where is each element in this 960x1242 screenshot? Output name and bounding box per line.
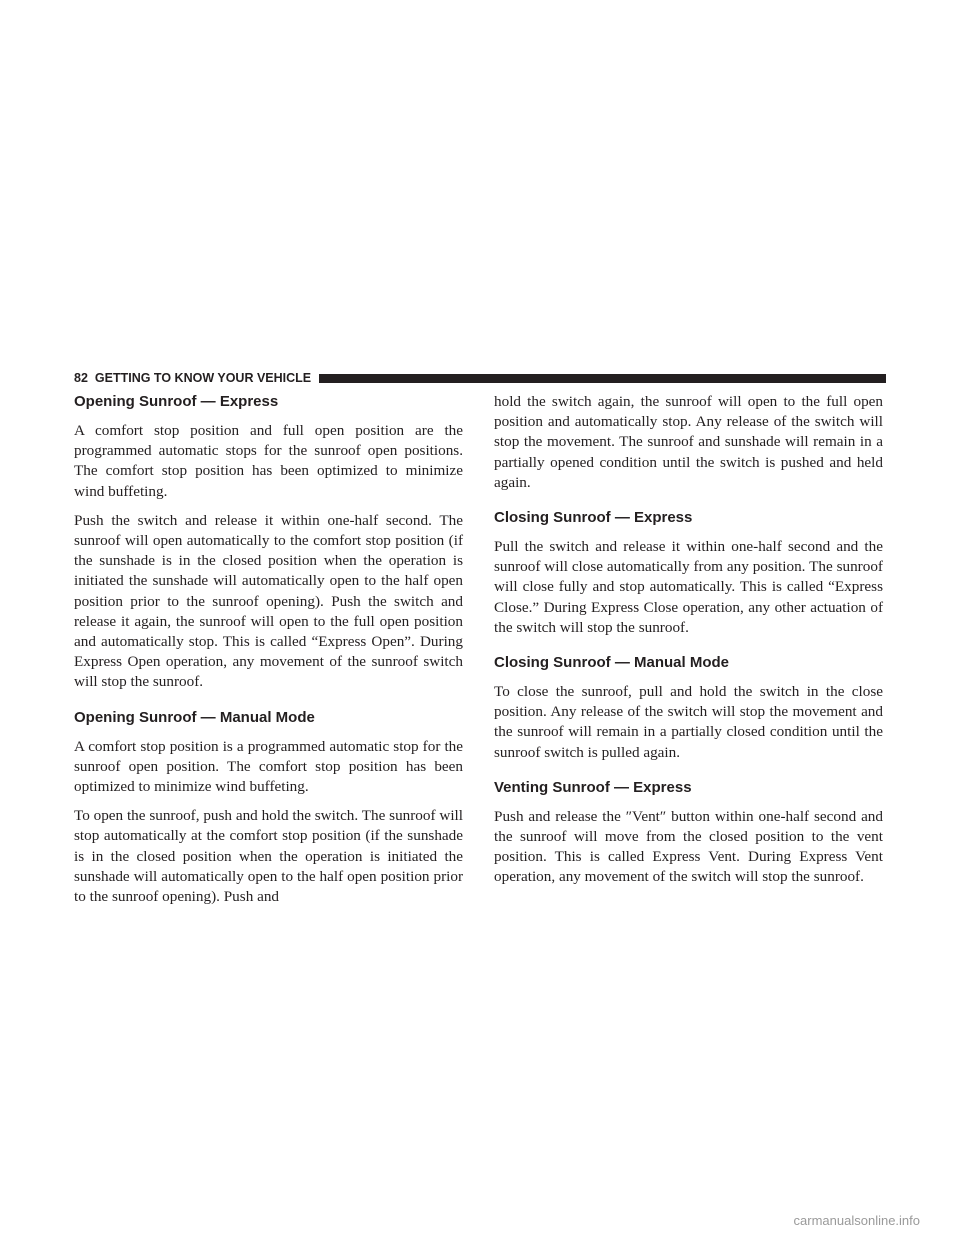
heading-closing-manual: Closing Sunroof — Manual Mode <box>494 654 729 672</box>
paragraph: Pull the switch and release it within one-half second and the sunroof will close automatically from any position. The sunroof will close fully and stop automatically. This is called “Express Close.” During Express Close operation, any other actuation of the switch will stop the sunroof. <box>494 538 883 636</box>
paragraph: A comfort stop position is a programmed automatic stop for the sunroof open position. The comfort stop position has been optimized to minimize wind buffeting. <box>74 737 463 796</box>
paragraph: To open the sunroof, push and hold the switch. The sunroof will stop automatically at the comfort stop position (if the sunshade is in the closed position when the operation is initiated the sunshade will automatically open to the half open position prior to the sunroof opening). Push and <box>74 807 463 906</box>
left-column <box>74 392 463 916</box>
heading-opening-express: Opening Sunroof — Express <box>74 393 279 410</box>
page-number: 82 <box>74 371 88 385</box>
paragraph: To close the sunroof, pull and hold the switch in the close position. Any release of the switch will stop the movement and the sunroof will remain in a partially closed condition until the sunroof switch is pulled again. <box>494 683 883 761</box>
watermark-text: carmanualsonline.info <box>793 1213 920 1228</box>
paragraph: Push the switch and release it within one-half second. The sunroof will open automatically to the comfort stop position (if the sunshade is in the closed position when the operation is initiated the sunshade will automatically open to the half open position prior to the sunroof opening). Push the switch and release it again, the sunroof will open to the full open position and automatically stop. This is called “Express Open”. During Express Open operation, any movement of the sunroof switch will stop the sunroof. <box>74 511 463 691</box>
heading-venting-express: Venting Sunroof — Express <box>494 778 692 796</box>
heading-opening-manual: Opening Sunroof — Manual Mode <box>74 708 315 726</box>
right-column <box>494 392 883 897</box>
page-header <box>74 369 886 387</box>
section-title: GETTING TO KNOW YOUR VEHICLE <box>94 371 312 385</box>
header-rule <box>319 374 886 383</box>
paragraph: A comfort stop position and full open position are the programmed automatic stops for the sunroof open positions. The comfort stop position has been optimized to minimize wind buffeting. <box>74 422 463 500</box>
heading-closing-express: Closing Sunroof — Express <box>494 509 693 527</box>
paragraph: hold the switch again, the sunroof will open to the full open position and automatically stop. Any release of the switch will stop the movement. The sunroof and sunshade will remain in a partially opened condition until the switch is pushed and held again. <box>494 393 883 491</box>
paragraph: Push and release the ″Vent″ button within one-half second and the sunroof will move from the closed position to the vent position. This is called Express Vent. During Express Vent operation, any movement of the switch will stop the sunroof. <box>494 807 883 886</box>
